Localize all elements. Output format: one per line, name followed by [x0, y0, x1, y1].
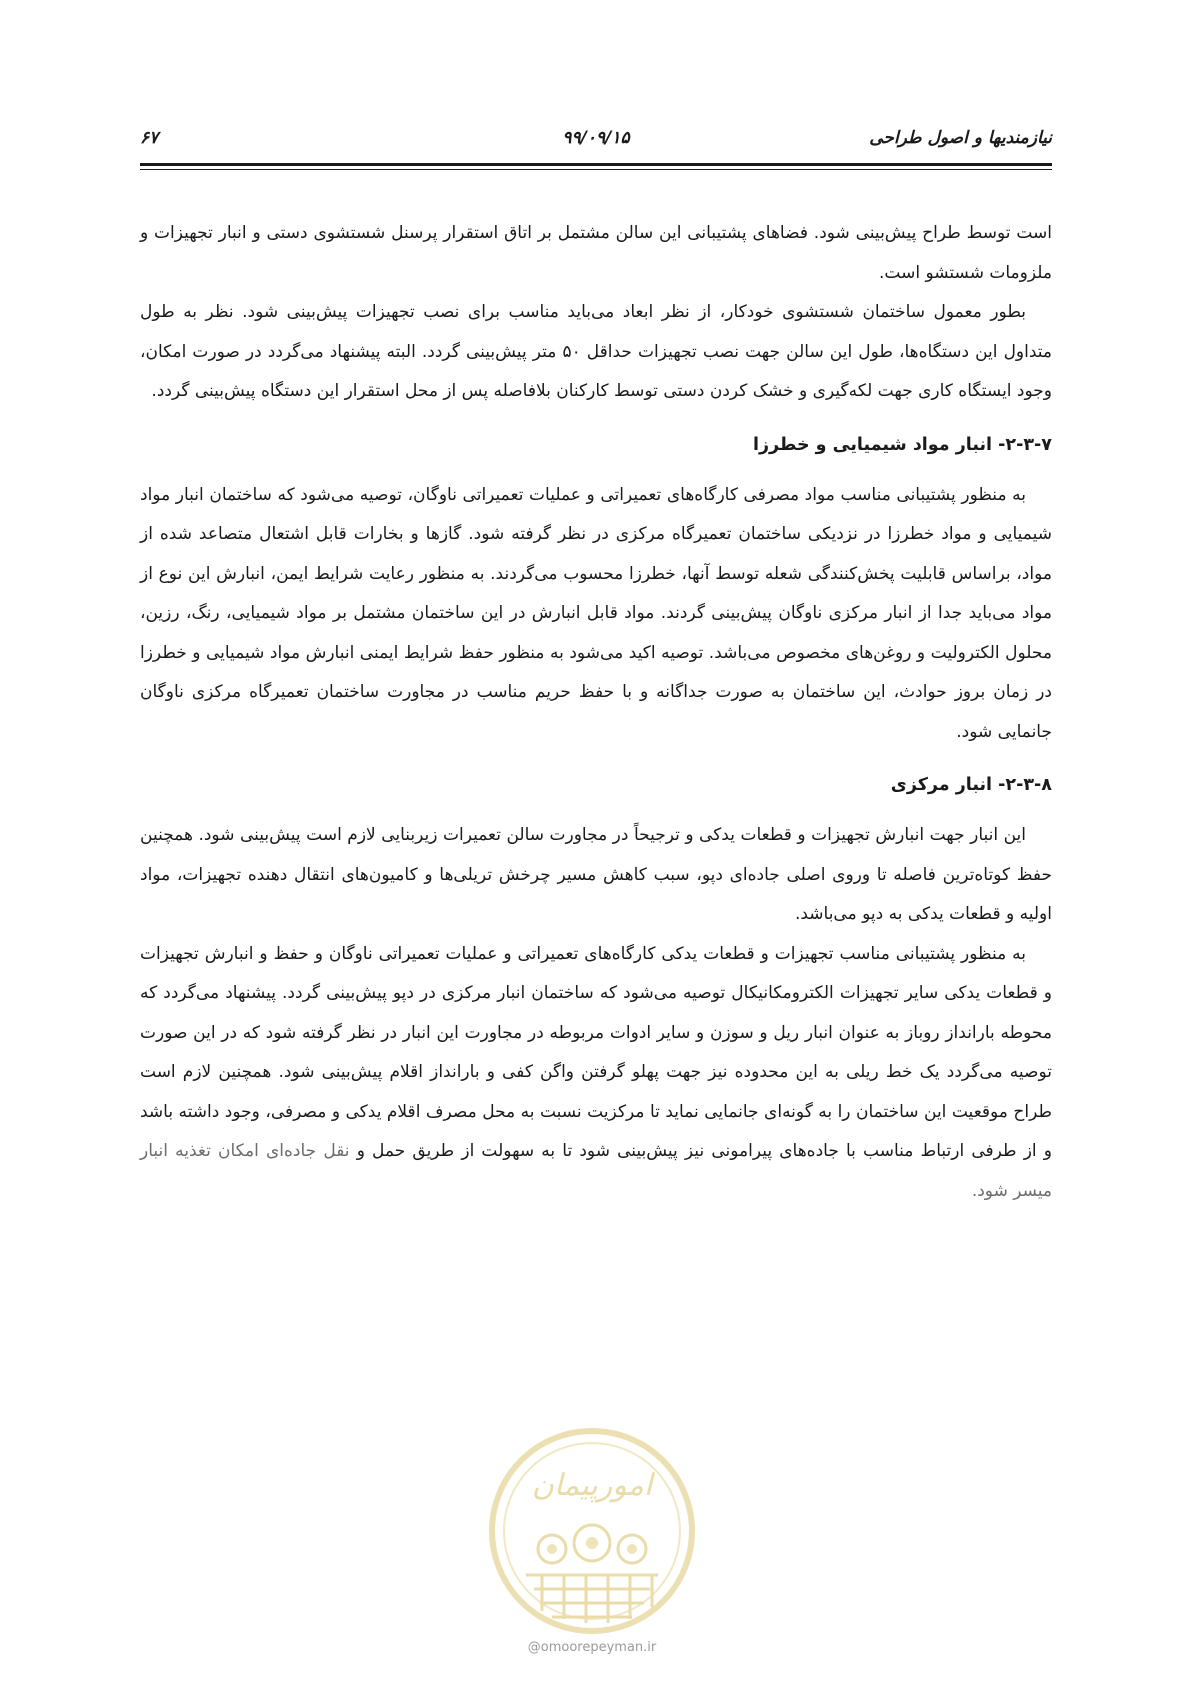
page-number: ۶۷	[140, 128, 159, 148]
paragraph-5	[140, 935, 1052, 1212]
section-heading-central-storage: ۲-۳-۸- انبار مرکزی	[890, 775, 1052, 795]
header-title: نیازمندیها و اصول طراحی	[869, 128, 1052, 148]
header-date: ۹۹/۰۹/۱۵	[562, 128, 630, 148]
header-rule-thin	[140, 169, 1052, 170]
paragraph-1: است توسط طراح پیش‌بینی شود. فضاهای پشتیبانی این سالن مشتمل بر اتاق استقرار پرسنل شستشوی دستی و انبار تجهیزات و ملزومات شستشو است.	[140, 223, 1052, 283]
paragraph-2: بطور معمول ساختمان شستشوی خودکار، از نظر ابعاد می‌باید مناسب برای نصب تجهیزات پیش‌بینی شود. نظر به طول متداول این دستگاه‌ها، طول این سالن جهت نصب تجهیزات حداقل ۵۰ متر پیش‌بینی گردد. البته پیشنهاد می‌گردد در صورت امکان، وجود ایستگاه کاری جهت لکه‌گیری و خشک کردن دستی توسط کارکنان بلافاصله پس از محل استقرار این دستگاه پیش‌بینی گردد.	[140, 302, 1053, 401]
page-header	[140, 128, 1052, 158]
paragraph-5-faded-text: نقل جاده‌ای امکان تغذیه انبار میسر شود.	[140, 1141, 1052, 1201]
paragraph-5-text: به منظور پشتیبانی مناسب تجهیزات و قطعات یدکی کارگاه‌های تعمیراتی و عملیات تعمیراتی ناوگان و حفظ و انبارش تجهیزات و قطعات یدکی سایر تجهیزات الکترومکانیکال توصیه می‌شود که ساختمان انبار مرکزی در دپو پیش‌بینی گردد. پیشنهاد می‌گردد که محوطه بارانداز روباز به عنوان انبار ریل و سوزن و سایر ادوات مربوطه در مجاورت این انبار در نظر گرفته شود که در این صورت توصیه می‌گردد یک خط ریلی به این محدوده نیز جهت پهلو گرفتن واگن کفی و بارانداز اقلام پیش‌بینی شود. همچنین لازم است طراح موقعیت این ساختمان را به گونه‌ای جانمایی نماید تا مرکزیت نسبت به محل مصرف اقلام یدکی و مصرفی، وجود داشته باشد و از طرفی ارتباط مناسب با جاده‌های پیرامونی نیز پیش‌بینی شود تا به سهولت از طریق حمل و	[140, 943, 1052, 1161]
svg-text:امورپیمان: امورپیمان	[531, 1468, 653, 1503]
body-text	[140, 214, 1052, 1211]
watermark-url: @omoorepeyman.ir	[527, 1640, 657, 1655]
section-heading-chemical-storage: ۲-۳-۷- انبار مواد شیمیایی و خطرزا	[752, 434, 1052, 455]
header-rule-thick	[140, 163, 1052, 166]
watermark-seal-icon	[486, 1425, 698, 1637]
paragraph-4: این انبار جهت انبارش تجهیزات و قطعات یدکی و ترجیحاً در مجاورت سالن تعمیرات زیربنایی لازم است پیش‌بینی شود. همچنین حفظ کوتاه‌ترین فاصله تا وروی اصلی جاده‌ای دپو، سبب کاهش مسیر چرخش تریلی‌ها و کامیون‌های انتقال دهنده تجهیزات، مواد اولیه و قطعات یدکی به دپو می‌باشد.	[140, 825, 1052, 924]
paragraph-3: به منظور پشتیبانی مناسب مواد مصرفی کارگاه‌های تعمیراتی و عملیات تعمیراتی ناوگان، توصیه می‌شود که ساختمان انبار مواد شیمیایی و مواد خطرزا در نزدیکی ساختمان تعمیرگاه مرکزی در نظر گرفته شود. گازها و بخارات قابل اشتعال متصاعد شده از مواد، براساس قابلیت پخش‌کنندگی شعله توسط آنها، خطرزا محسوب می‌گردند. به منظور رعایت شرایط ایمن، انبارش این نوع از مواد می‌باید جدا از انبار مرکزی ناوگان پیش‌بینی گردند. مواد قابل انبارش در این ساختمان مشتمل بر مواد شیمیایی، رنگ، رزین، محلول الکترولیت و روغن‌های مخصوص می‌باشد. توصیه اکید می‌شود به منظور حفظ شرایط ایمنی انبارش مواد شیمیایی و خطرزا در زمان بروز حوادث، این ساختمان به صورت جداگانه و با حفظ حریم مناسب در مجاورت ساختمان تعمیرگاه مرکزی ناوگان جانمایی شود.	[140, 484, 1052, 742]
